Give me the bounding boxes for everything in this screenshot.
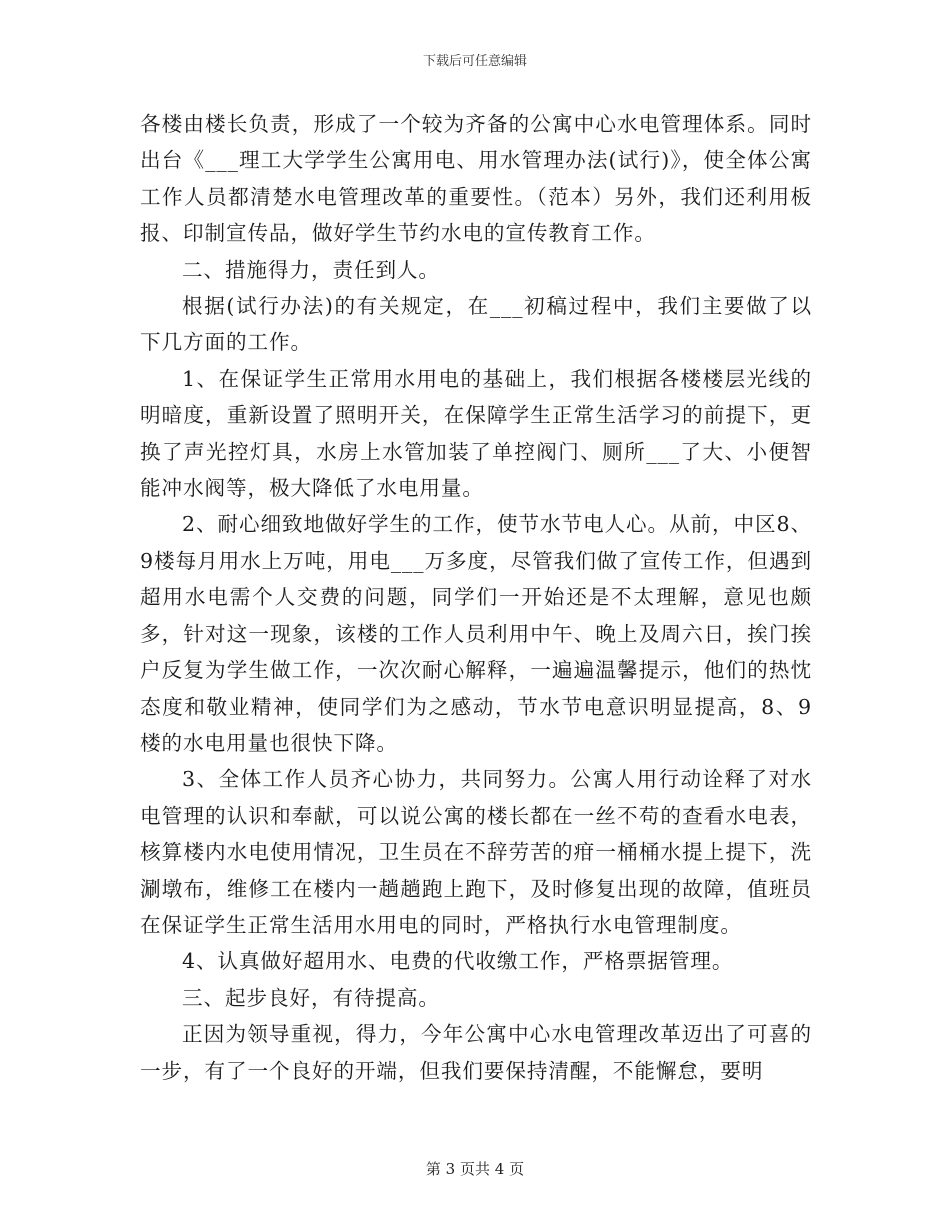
paragraph-3: 根据(试行办法)的有关规定，在___初稿过程中，我们主要做了以下几方面的工作。 bbox=[140, 294, 812, 355]
page-header: 下载后可任意编辑 bbox=[422, 54, 527, 69]
page-footer: 第 3 页共 4 页 bbox=[425, 1160, 525, 1178]
paragraph-2-heading: 二、措施得力，责任到人。 bbox=[182, 257, 440, 282]
paragraph-7: 4、认真做好超用水、电费的代收缴工作，严格票据管理。 bbox=[182, 949, 734, 974]
document-body bbox=[140, 106, 812, 1089]
paragraph-1: 各楼由楼长负责，形成了一个较为齐备的公寓中心水电管理体系。同时出台《___理工大学学生公寓用电、用水管理办法(试行)》，使全体公寓工作人员都清楚水电管理改革的重要性。（范本）另外，我们还利用板报、印制宣传品，做好学生节约水电的宣传教育工作。 bbox=[140, 112, 812, 246]
paragraph-9: 正因为领导重视，得力，今年公寓中心水电管理改革迈出了可喜的一步，有了一个良好的开端，但我们要保持清醒，不能懈怠，要明 bbox=[140, 1022, 812, 1083]
paragraph-4: 1、在保证学生正常用水用电的基础上，我们根据各楼楼层光线的明暗度，重新设置了照明开关，在保障学生正常生活学习的前提下，更换了声光控灯具，水房上水管加装了单控阀门、厕所___了大、小便智能冲水阀等，极大降低了水电用量。 bbox=[140, 366, 812, 501]
paragraph-8-heading: 三、起步良好，有待提高。 bbox=[182, 985, 440, 1010]
paragraph-6: 3、全体工作人员齐心协力，共同努力。公寓人用行动诠释了对水电管理的认识和奉献，可以说公寓的楼长都在一丝不苟的查看水电表，核算楼内水电使用情况，卫生员在不辞劳苦的疳一桶桶水提上提下，洗涮墩布，维修工在楼内一趟趟跑上跑下，及时修复出现的故障，值班员在保证学生正常生活用水用电的同时，严格执行水电管理制度。 bbox=[140, 767, 812, 937]
paragraph-5: 2、耐心细致地做好学生的工作，使节水节电人心。从前，中区8、9楼每月用水上万吨，用电___万多度，尽管我们做了宣传工作，但遇到超用水电需个人交费的问题，同学们一开始还是不太理解，意见也颇多，针对这一现象，该楼的工作人员利用中午、晚上及周六日，挨门挨户反复为学生做工作，一次次耐心解释，一遍遍温馨提示，他们的热忱态度和敬业精神，使同学们为之感动，节水节电意识明显提高，8、9楼的水电用量也很快下降。 bbox=[140, 512, 812, 755]
